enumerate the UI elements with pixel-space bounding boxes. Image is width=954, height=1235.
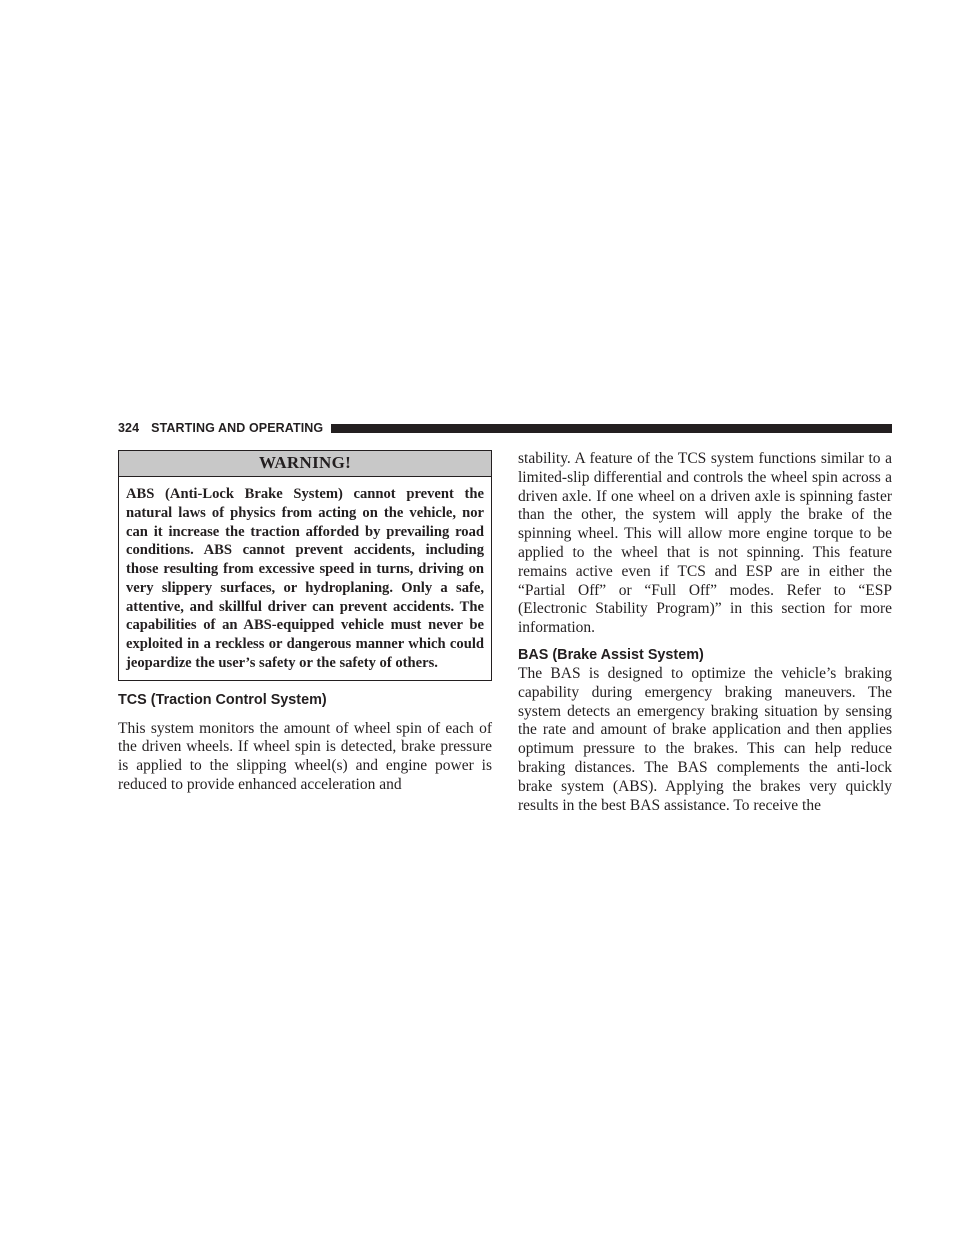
page-number: 324 <box>118 421 140 435</box>
bas-paragraph: The BAS is designed to optimize the vehicle’s braking capability during emergency braking maneuvers. The system detects an emergency braking situation by sensing the rate and amount of brake application and then applies optimum pressure to the brakes. This can help reduce braking distances. The BAS complements the anti-lock brake system (ABS). Applying the brakes very quickly results in the best BAS assistance. To receive the <box>518 664 892 814</box>
page-header <box>118 419 892 437</box>
warning-title: WARNING! <box>119 451 491 477</box>
tcs-paragraph: This system monitors the amount of wheel spin of each of the driven wheels. If wheel spin is detected, brake pressure is applied to the slipping wheel(s) and engine power is reduced to provide enhanced acceleration and <box>118 719 492 793</box>
section-title: STARTING AND OPERATING <box>151 421 324 435</box>
warning-body: ABS (Anti-Lock Brake System) cannot prevent the natural laws of physics from acting on the vehicle, nor can it increase the traction afforded by prevailing road conditions. ABS cannot prevent accidents, including those resulting from excessive speed in turns, driving on very slippery surfaces, or hydroplaning. Only a safe, attentive, and skillful driver can prevent accidents. The capabilities of an ABS-equipped vehicle must never be exploited in a reckless or dangerous manner which could jeopardize the user’s safety or the safety of others. <box>126 486 484 671</box>
warning-box <box>118 450 492 681</box>
tcs-paragraph-continued: stability. A feature of the TCS system functions similar to a limited-slip differential and controls the wheel spin across a driven axle. If one wheel on a driven axle is spinning faster than the other, the system will apply the brake of the spinning wheel. This will allow more engine torque to be applied to the wheel that is not spinning. This feature remains active even if TCS and ESP are in either the “Partial Off” or “Full Off” modes. Refer to “ESP (Electronic Stability Program)” in this section for more information. <box>518 450 892 637</box>
left-column <box>118 450 492 795</box>
bas-heading: BAS (Brake Assist System) <box>518 646 704 663</box>
header-rule <box>331 424 892 433</box>
tcs-heading: TCS (Traction Control System) <box>118 691 327 708</box>
right-column <box>518 450 892 815</box>
